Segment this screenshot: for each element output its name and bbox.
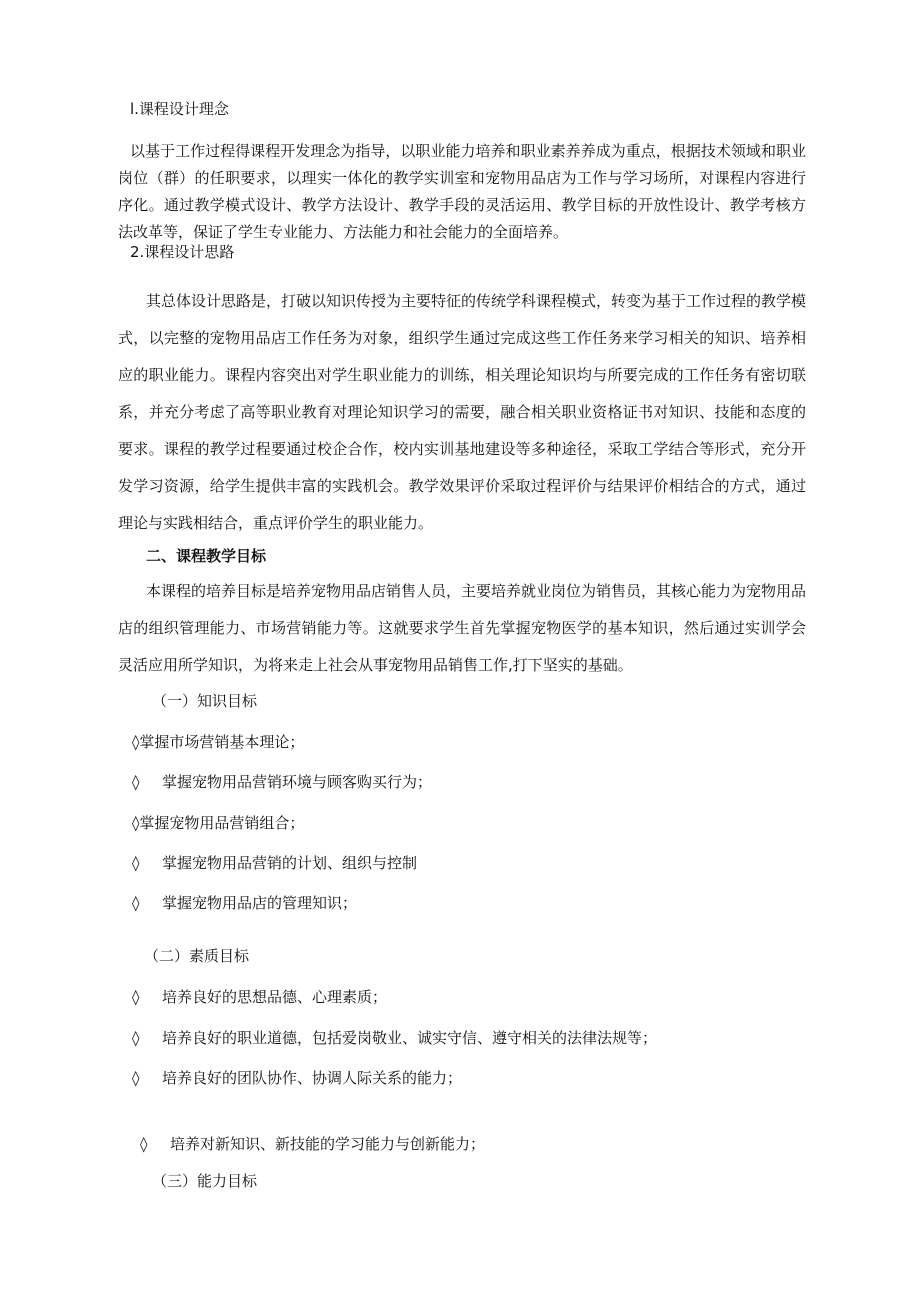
knowledge-item: ◊ 掌握宠物用品营销环境与顾客购买行为； bbox=[132, 773, 433, 791]
quality-item: ◊ 培养良好的职业道德，包括爱岗敬业、诚实守信、遵守相关的法律法规等； bbox=[132, 1029, 658, 1047]
paragraph-teaching-goals: 本课程的培养目标是培养宠物用品店销售人员，主要培养就业岗位为销售员，其核心能力为宠物用品店的组织管理能力、市场营销能力等。这就要求学生首先掌握宠物医学的基本知识，然后通过实训学会灵活应用所学知识，为将来走上社会从事宠物用品销售工作,打下坚实的基础。 bbox=[118, 582, 807, 674]
diamond-bullet-icon: ◊ bbox=[132, 1029, 140, 1047]
knowledge-item: ◊ 掌握宠物用品营销的计划、组织与控制 bbox=[132, 854, 418, 872]
diamond-bullet-icon: ◊ bbox=[132, 894, 140, 912]
diamond-bullet-icon: ◊ bbox=[132, 854, 140, 872]
section-heading-design-idea: 2.课程设计思路 bbox=[130, 243, 235, 261]
section-heading-teaching-goals: 二、课程教学目标 bbox=[146, 547, 267, 565]
subheading-ability-goals: （三）能力目标 bbox=[152, 1172, 258, 1190]
subheading-knowledge-goals: （一）知识目标 bbox=[152, 692, 258, 710]
knowledge-item: ◊掌握市场营销基本理论； bbox=[132, 733, 305, 751]
diamond-bullet-icon: ◊ bbox=[140, 1135, 148, 1153]
quality-item: ◊ 培养对新知识、新技能的学习能力与创新能力； bbox=[140, 1135, 486, 1153]
paragraph-design-concept: 以基于工作过程得课程开发理念为指导，以职业能力培养和职业素养养成为重点，根据技术领域和职业岗位（群）的任职要求，以理实一体化的教学实训室和宠物用品店为工作与学习场所，对课程内容进行序化。通过教学模式设计、教学方法设计、教学手段的灵活运用、教学目标的开放性设计、教学考核方法改革等，保证了学生专业能力、方法能力和社会能力的全面培养。 bbox=[118, 142, 806, 241]
quality-item: ◊ 培养良好的团队协作、协调人际关系的能力； bbox=[132, 1069, 463, 1087]
diamond-bullet-icon: ◊ bbox=[132, 988, 140, 1006]
subheading-quality-goals: （二）素质目标 bbox=[144, 947, 250, 965]
quality-item: ◊ 培养良好的思想品德、心理素质； bbox=[132, 988, 388, 1006]
diamond-bullet-icon: ◊ bbox=[132, 1069, 140, 1087]
knowledge-item: ◊掌握宠物用品营销组合； bbox=[132, 814, 305, 832]
diamond-bullet-icon: ◊ bbox=[132, 733, 140, 751]
knowledge-item: ◊ 掌握宠物用品店的管理知识； bbox=[132, 894, 358, 912]
section-heading-design-concept: l.课程设计理念 bbox=[130, 100, 229, 118]
diamond-bullet-icon: ◊ bbox=[132, 773, 140, 791]
diamond-bullet-icon: ◊ bbox=[132, 814, 140, 832]
paragraph-design-idea: 其总体设计思路是，打破以知识传授为主要特征的传统学科课程模式，转变为基于工作过程的教学模式，以完整的宠物用品店工作任务为对象，组织学生通过完成这些工作任务来学习相关的知识、培养相应的职业能力。课程内容突出对学生职业能力的训练，相关理论知识均与所要完成的工作任务有密切联系，并充分考虑了高等职业教育对理论知识学习的需要，融合相关职业资格证书对知识、技能和态度的要求。课程的教学过程要通过校企合作，校内实训基地建设等多种途径，采取工学结合等形式，充分开发学习资源，给学生提供丰富的实践机会。教学效果评价采取过程评价与结果评价相结合的方式，通过理论与实践相结合，重点评价学生的职业能力。 bbox=[118, 292, 807, 532]
